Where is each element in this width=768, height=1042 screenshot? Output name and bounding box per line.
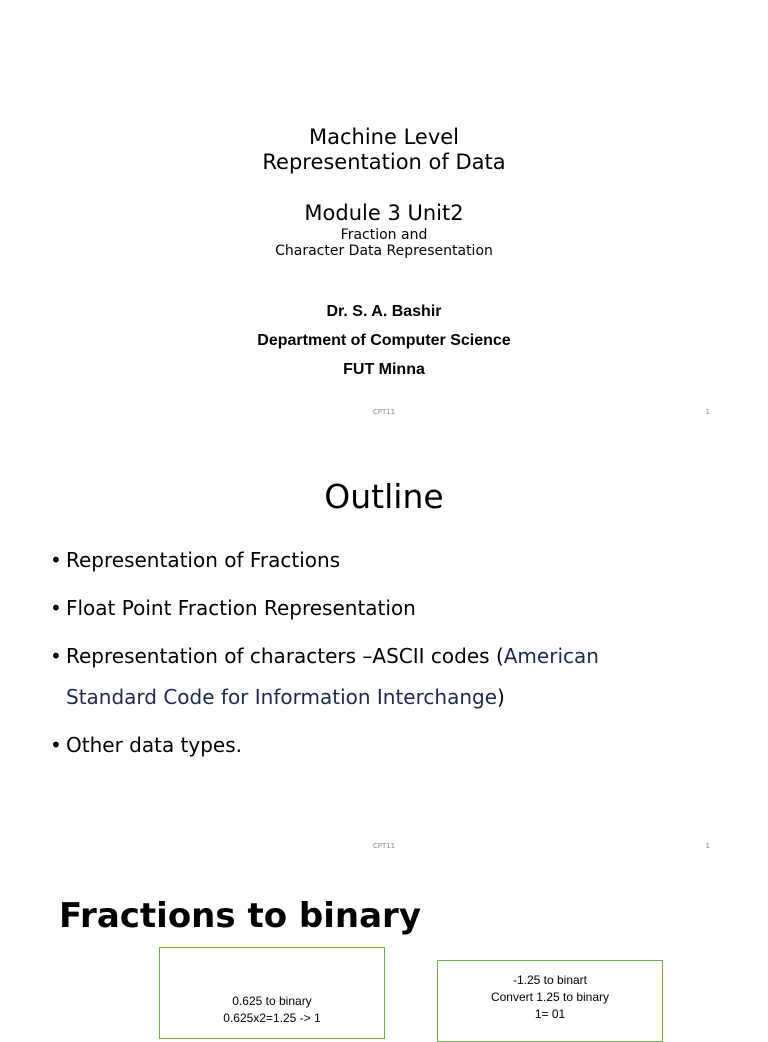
bullet-text: Float Point Fraction Representation bbox=[66, 596, 416, 620]
slide-1-footer: CPT11 bbox=[372, 408, 396, 416]
bullet-item bbox=[50, 636, 690, 718]
example-box-right bbox=[437, 960, 663, 1042]
bullet-icon: • bbox=[50, 548, 62, 572]
box-right-line-3: 1= 01 bbox=[534, 1007, 566, 1021]
outline-title: Outline bbox=[324, 477, 444, 516]
example-box-left bbox=[159, 947, 385, 1039]
slide-1-subtitle bbox=[0, 227, 768, 259]
slide-2-footer: CPT11 bbox=[372, 842, 396, 850]
subtitle-line-2: Character Data Representation bbox=[275, 243, 493, 259]
box-right-line-1: -1.25 to binart bbox=[512, 973, 588, 987]
box-left-line-2: 0.625x2=1.25 -> 1 bbox=[223, 1011, 321, 1025]
slide-1-title bbox=[0, 125, 768, 175]
module-label: Module 3 Unit2 bbox=[304, 201, 464, 225]
bullet-item bbox=[50, 725, 690, 766]
bullet-icon: • bbox=[50, 644, 62, 668]
slide-2-page-number: 1 bbox=[705, 842, 710, 850]
department-name: Department of Computer Science bbox=[257, 332, 511, 349]
author-name: Dr. S. A. Bashir bbox=[326, 303, 442, 320]
bullet-item bbox=[50, 540, 690, 581]
bullet-text: Other data types. bbox=[66, 733, 243, 757]
fractions-title: Fractions to binary bbox=[59, 896, 421, 936]
box-left-line-1: 0.625 to binary bbox=[232, 994, 312, 1008]
box-right-line-2: Convert 1.25 to binary bbox=[490, 990, 610, 1004]
slide-title bbox=[0, 0, 768, 433]
author-block bbox=[0, 297, 768, 384]
bullet-icon: • bbox=[50, 596, 62, 620]
bullet-item bbox=[50, 588, 690, 629]
subtitle-line-1: Fraction and bbox=[340, 227, 428, 243]
title-line-1: Machine Level bbox=[308, 125, 459, 149]
slide-1-page-number: 1 bbox=[705, 408, 710, 416]
ascii-expansion-text: American Standard Code for Information Interchange bbox=[66, 644, 599, 709]
bullet-icon: • bbox=[50, 733, 62, 757]
bullet-text-suffix: ) bbox=[497, 685, 505, 709]
bullet-text: Representation of characters –ASCII codes ( bbox=[66, 644, 504, 668]
title-line-2: Representation of Data bbox=[262, 150, 506, 174]
bullet-text: Representation of Fractions bbox=[66, 548, 341, 572]
institution-name: FUT Minna bbox=[343, 361, 425, 378]
outline-bullet-list bbox=[50, 540, 690, 773]
